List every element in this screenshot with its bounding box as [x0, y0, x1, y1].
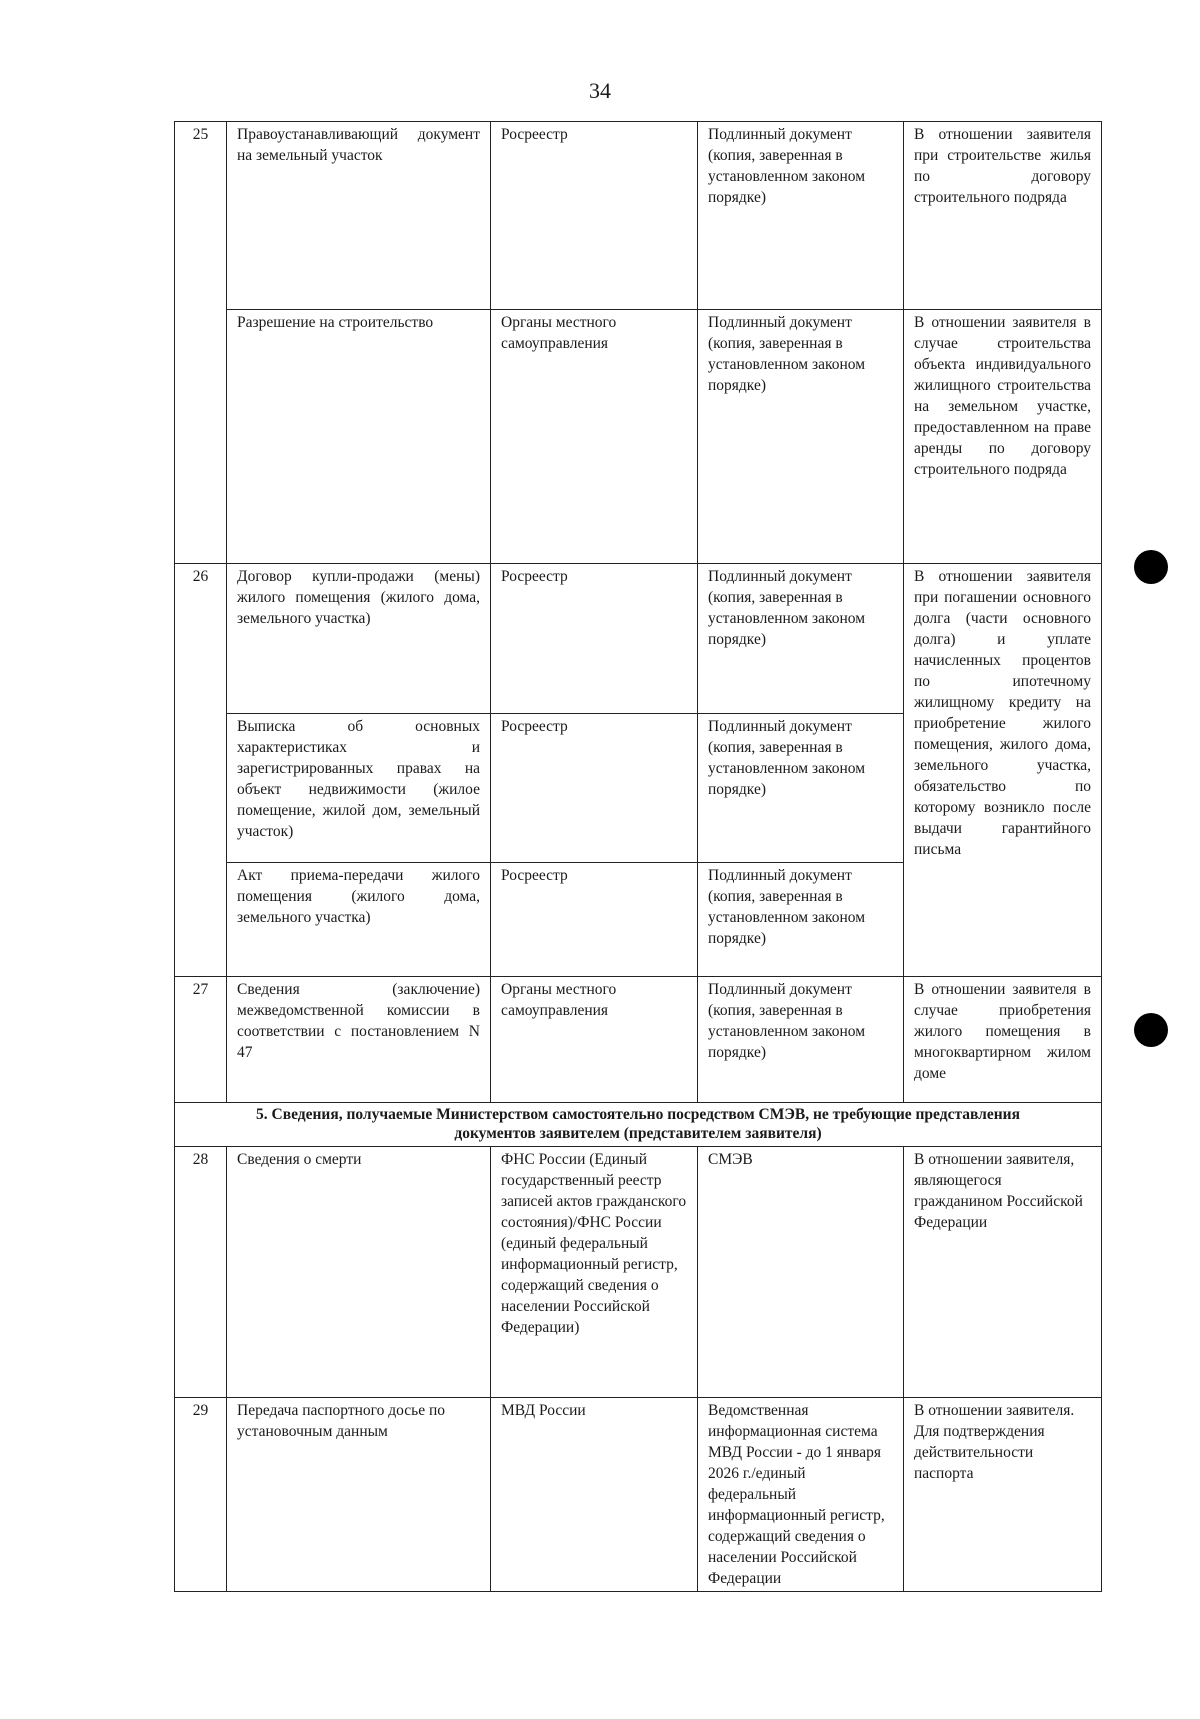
document-note: В отношении заявителя в случае приобретения жилого помещения в многоквартирном жилом доме: [904, 977, 1102, 1103]
document-note: В отношении заявителя. Для подтверждения действительности паспорта: [904, 1398, 1102, 1592]
table-row: [175, 1147, 1102, 1398]
table-row: [175, 1398, 1102, 1592]
document-source: МВД России: [491, 1398, 698, 1592]
table-row: [175, 122, 1102, 310]
document-note: В отношении заявителя в случае строительства объекта индивидуального жилищного строительства на земельном участке, предоставленном на праве аренды по договору строительного подряда: [904, 310, 1102, 564]
section-title-line-2: документов заявителем (представителем заявителя): [454, 1125, 822, 1142]
document-name: Договор купли-продажи (мены) жилого помещения (жилого дома, земельного участка): [227, 564, 491, 714]
section-title-line-1: 5. Сведения, получаемые Министерством самостоятельно посредством СМЭВ, не требующие представления: [256, 1106, 1020, 1123]
documents-table: [174, 121, 1102, 1592]
table-row: [175, 977, 1102, 1103]
document-name: Разрешение на строительство: [227, 310, 491, 564]
punch-hole-mark: [1134, 550, 1168, 584]
document-name: Сведения о смерти: [227, 1147, 491, 1398]
document-name: Выписка об основных характеристиках и зарегистрированных правах на объект недвижимости (жилое помещение, жилой дом, земельный участок): [227, 714, 491, 863]
document-name: Сведения (заключение) межведомственной комиссии в соответствии с постановлением N 47: [227, 977, 491, 1103]
document-form: Ведомственная информационная система МВД России - до 1 января 2026 г./единый федеральный информационный регистр, содержащий сведения о населении Российской Федерации: [698, 1398, 904, 1592]
row-number: 26: [175, 564, 227, 977]
document-form: Подлинный документ (копия, заверенная в установленном законом порядке): [698, 310, 904, 564]
document-source: Органы местного самоуправления: [491, 310, 698, 564]
table-row: [175, 564, 1102, 714]
document-source: Росреестр: [491, 863, 698, 977]
document-name: Акт приема-передачи жилого помещения (жилого дома, земельного участка): [227, 863, 491, 977]
document-name: Передача паспортного досье по установочным данным: [227, 1398, 491, 1592]
document-note: В отношении заявителя, являющегося гражданином Российской Федерации: [904, 1147, 1102, 1398]
table-row: [175, 310, 1102, 564]
document-source: Органы местного самоуправления: [491, 977, 698, 1103]
document-source: Росреестр: [491, 564, 698, 714]
document-form: СМЭВ: [698, 1147, 904, 1398]
row-number: 27: [175, 977, 227, 1103]
row-number: 29: [175, 1398, 227, 1592]
document-form: Подлинный документ (копия, заверенная в установленном законом порядке): [698, 122, 904, 310]
document-form: Подлинный документ (копия, заверенная в установленном законом порядке): [698, 714, 904, 863]
punch-hole-mark: [1134, 1013, 1168, 1047]
document-name: Правоустанавливающий документ на земельный участок: [227, 122, 491, 310]
row-number: 28: [175, 1147, 227, 1398]
page-number: 34: [589, 78, 611, 103]
section-title: [175, 1103, 1102, 1147]
document-form: Подлинный документ (копия, заверенная в установленном законом порядке): [698, 564, 904, 714]
document-source: ФНС России (Единый государственный реестр записей актов гражданского состояния)/ФНС России (единый федеральный информационный регистр, содержащий сведения о населении Российской Федерации): [491, 1147, 698, 1398]
section-header-row: [175, 1103, 1102, 1147]
row-number: 25: [175, 122, 227, 564]
document-form: Подлинный документ (копия, заверенная в установленном законом порядке): [698, 977, 904, 1103]
document-source: Росреестр: [491, 122, 698, 310]
document-form: Подлинный документ (копия, заверенная в установленном законом порядке): [698, 863, 904, 977]
document-note: В отношении заявителя при погашении основного долга (части основного долга) и уплате начисленных процентов по ипотечному жилищному кредиту на приобретение жилого помещения, жилого дома, земельного участка, обязательство по которому возникло после выдачи гарантийного письма: [904, 564, 1102, 977]
document-source: Росреестр: [491, 714, 698, 863]
document-note: В отношении заявителя при строительстве жилья по договору строительного подряда: [904, 122, 1102, 310]
